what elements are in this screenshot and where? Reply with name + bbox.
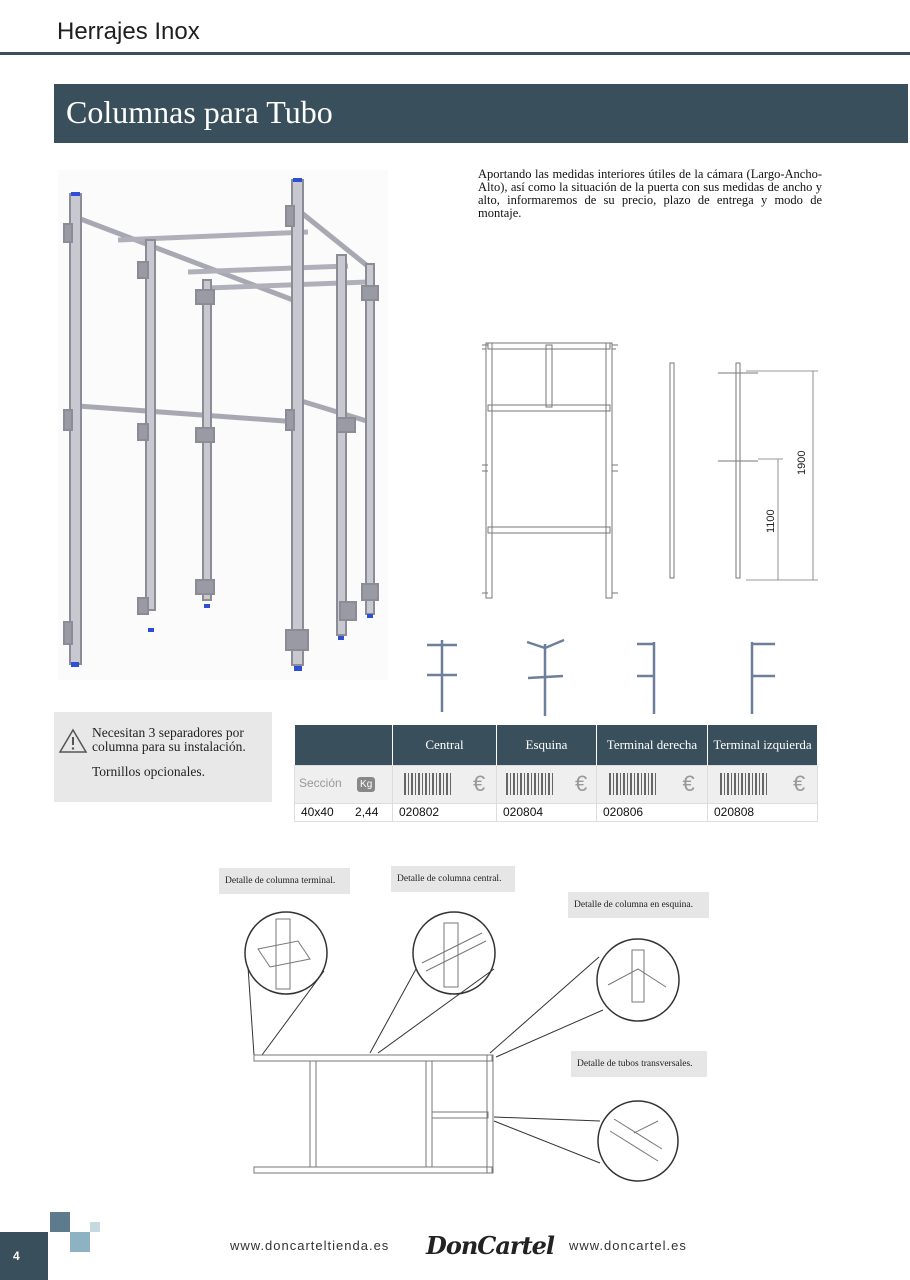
barcode-euro-terminal-izquierda: [708, 765, 818, 803]
column-types-illustration: [392, 630, 817, 720]
title-banner: [54, 84, 908, 143]
warning-icon: [58, 728, 88, 754]
intro-paragraph: Aportando las medidas interiores útiles de la cámara (Largo-Ancho-Alto), así como la situación de la puerta con sus medidas de ancho y alto, informaremos de su precio, plazo de entrega y modo de montaje.: [478, 167, 822, 220]
euro-icon: €: [682, 771, 695, 796]
header-rule: [0, 52, 910, 55]
barcode-icon: [404, 773, 452, 795]
dimension-1100: 1100: [765, 509, 777, 533]
col-header-central: Central: [393, 725, 497, 765]
weight-icon: Kg: [357, 777, 375, 792]
barcode-euro-terminal-derecha: [597, 765, 708, 803]
barcode-euro-central: [393, 765, 497, 803]
product-photo: [58, 170, 388, 680]
footer-url-tienda[interactable]: www.doncarteltienda.es: [230, 1238, 390, 1253]
row-section-kg: [295, 803, 393, 821]
detail-label-transversales: Detalle de tubos transversales.: [571, 1051, 707, 1077]
barcode-icon: [720, 773, 768, 795]
col-header-terminal-derecha: Terminal derecha: [597, 725, 708, 765]
code-esquina: 020804: [497, 803, 597, 821]
section-label: Sección: [299, 776, 342, 791]
barcode-icon: [609, 773, 657, 795]
detail-label-central: Detalle de columna central.: [391, 866, 515, 892]
product-table: [294, 725, 818, 822]
page-number: 4: [13, 1249, 20, 1263]
code-central: 020802: [393, 803, 497, 821]
technical-drawing: [478, 335, 838, 605]
dimension-1900: 1900: [796, 450, 808, 475]
brand-logo: DonCartel: [426, 1231, 555, 1260]
euro-icon: €: [793, 771, 806, 796]
euro-icon: €: [473, 771, 486, 796]
code-terminal-derecha: 020806: [597, 803, 708, 821]
decorative-squares: [48, 1210, 108, 1255]
col-header-terminal-izquierda: Terminal izquierda: [708, 725, 818, 765]
table-header-blank: [295, 725, 393, 765]
note-separators: Necesitan 3 separadores por columna para su instalación.: [92, 725, 246, 754]
installation-note: [54, 712, 272, 802]
page-title: Columnas para Tubo: [66, 94, 333, 130]
row-section: 40x40: [301, 805, 334, 819]
row-kg: 2,44: [355, 805, 379, 819]
euro-icon: €: [575, 771, 588, 796]
footer-url-main[interactable]: www.doncartel.es: [569, 1238, 687, 1253]
note-screws: Tornillos opcionales.: [92, 764, 206, 779]
table-row: [295, 803, 818, 821]
page-number-box: [0, 1232, 48, 1280]
section-kg-cell: [295, 765, 393, 803]
col-header-esquina: Esquina: [497, 725, 597, 765]
assembly-detail-diagram: [238, 905, 698, 1185]
barcode-euro-esquina: [497, 765, 597, 803]
detail-label-esquina: Detalle de columna en esquina.: [568, 892, 709, 918]
section-title: Herrajes Inox: [57, 18, 200, 45]
code-terminal-izquierda: 020808: [708, 803, 818, 821]
barcode-icon: [506, 773, 554, 795]
detail-label-terminal: Detalle de columna terminal.: [219, 868, 350, 894]
